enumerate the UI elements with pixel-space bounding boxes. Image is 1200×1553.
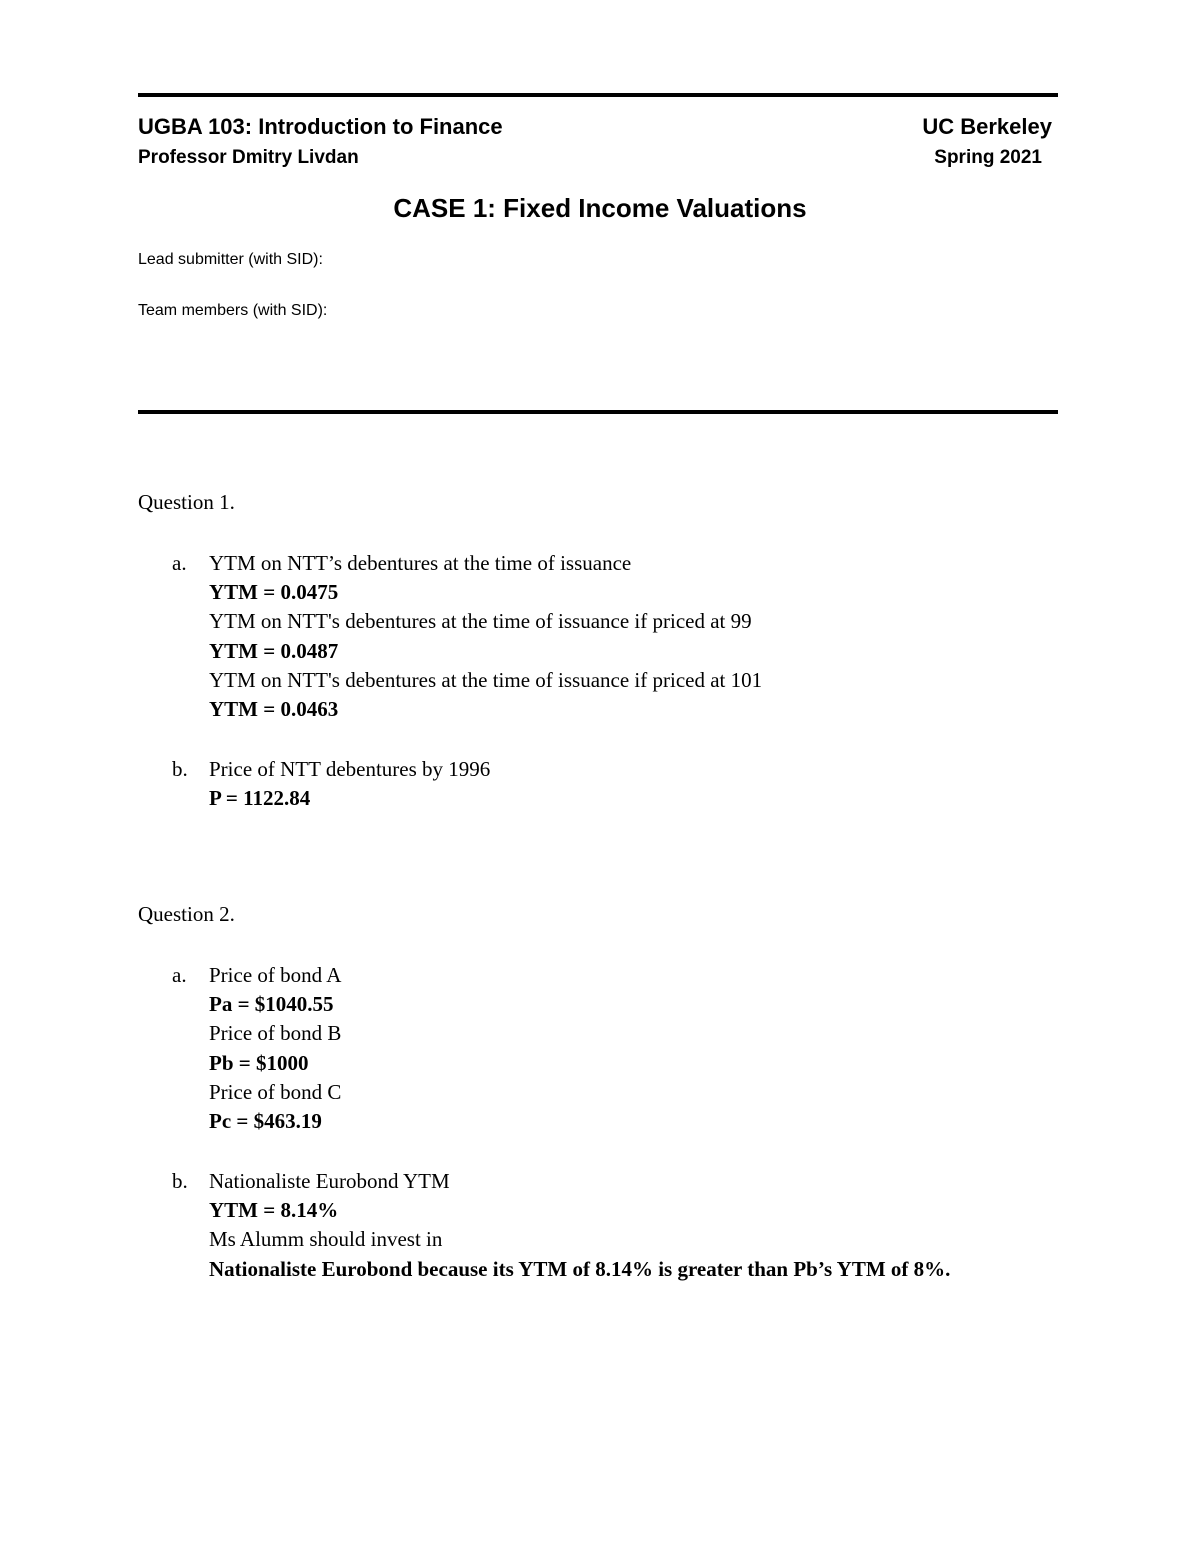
answer-investment-choice: Nationaliste Eurobond because its YTM of 8.14% is greater than Pb’s YTM of 8%. bbox=[209, 1256, 951, 1281]
answer-eurobond-ytm: YTM = 8.14% bbox=[209, 1198, 339, 1223]
header-bottom-rule bbox=[138, 410, 1058, 414]
school-name: UC Berkeley bbox=[922, 114, 1052, 139]
prompt-eurobond-ytm: Nationaliste Eurobond YTM bbox=[209, 1169, 450, 1193]
prompt-price-1996: Price of NTT debentures by 1996 bbox=[209, 757, 491, 781]
answer-price-bond-b: Pb = $1000 bbox=[209, 1050, 309, 1075]
term: Spring 2021 bbox=[934, 147, 1042, 168]
professor-name: Professor Dmitry Livdan bbox=[138, 147, 359, 168]
list-marker: b. bbox=[172, 757, 188, 781]
prompt-price-bond-a: Price of bond A bbox=[209, 963, 342, 987]
list-marker: b. bbox=[172, 1169, 188, 1193]
lead-submitter-label: Lead submitter (with SID): bbox=[138, 251, 323, 268]
answer-price-bond-c: Pc = $463.19 bbox=[209, 1108, 322, 1133]
answer-price-bond-a: Pa = $1040.55 bbox=[209, 992, 334, 1017]
answer-ytm-priced-101: YTM = 0.0463 bbox=[209, 696, 339, 721]
team-members-label: Team members (with SID): bbox=[138, 302, 328, 319]
list-marker: a. bbox=[172, 551, 187, 575]
prompt-investment-choice: Ms Alumm should invest in bbox=[209, 1227, 443, 1252]
course-title: UGBA 103: Introduction to Finance bbox=[138, 114, 503, 139]
prompt-price-bond-b: Price of bond B bbox=[209, 1021, 342, 1046]
prompt-ytm-issuance: YTM on NTT’s debentures at the time of issuance bbox=[209, 551, 632, 575]
answer-ytm-issuance: YTM = 0.0475 bbox=[209, 580, 339, 605]
prompt-ytm-priced-101: YTM on NTT's debentures at the time of issuance if priced at 101 bbox=[209, 667, 763, 692]
prompt-ytm-priced-99: YTM on NTT's debentures at the time of issuance if priced at 99 bbox=[209, 609, 752, 634]
answer-ytm-priced-99: YTM = 0.0487 bbox=[209, 638, 339, 663]
case-title: CASE 1: Fixed Income Valuations bbox=[393, 193, 807, 223]
header-top-rule bbox=[138, 93, 1058, 97]
question-2-part-a bbox=[172, 961, 341, 1136]
answer-price-1996: P = 1122.84 bbox=[209, 786, 311, 811]
question-1-part-b bbox=[172, 755, 490, 813]
question-1-part-a bbox=[172, 549, 762, 724]
prompt-price-bond-c: Price of bond C bbox=[209, 1079, 342, 1104]
question-2-part-b bbox=[172, 1167, 950, 1284]
question-2-title: Question 2. bbox=[138, 902, 235, 926]
list-marker: a. bbox=[172, 963, 187, 987]
question-1-title: Question 1. bbox=[138, 490, 235, 514]
